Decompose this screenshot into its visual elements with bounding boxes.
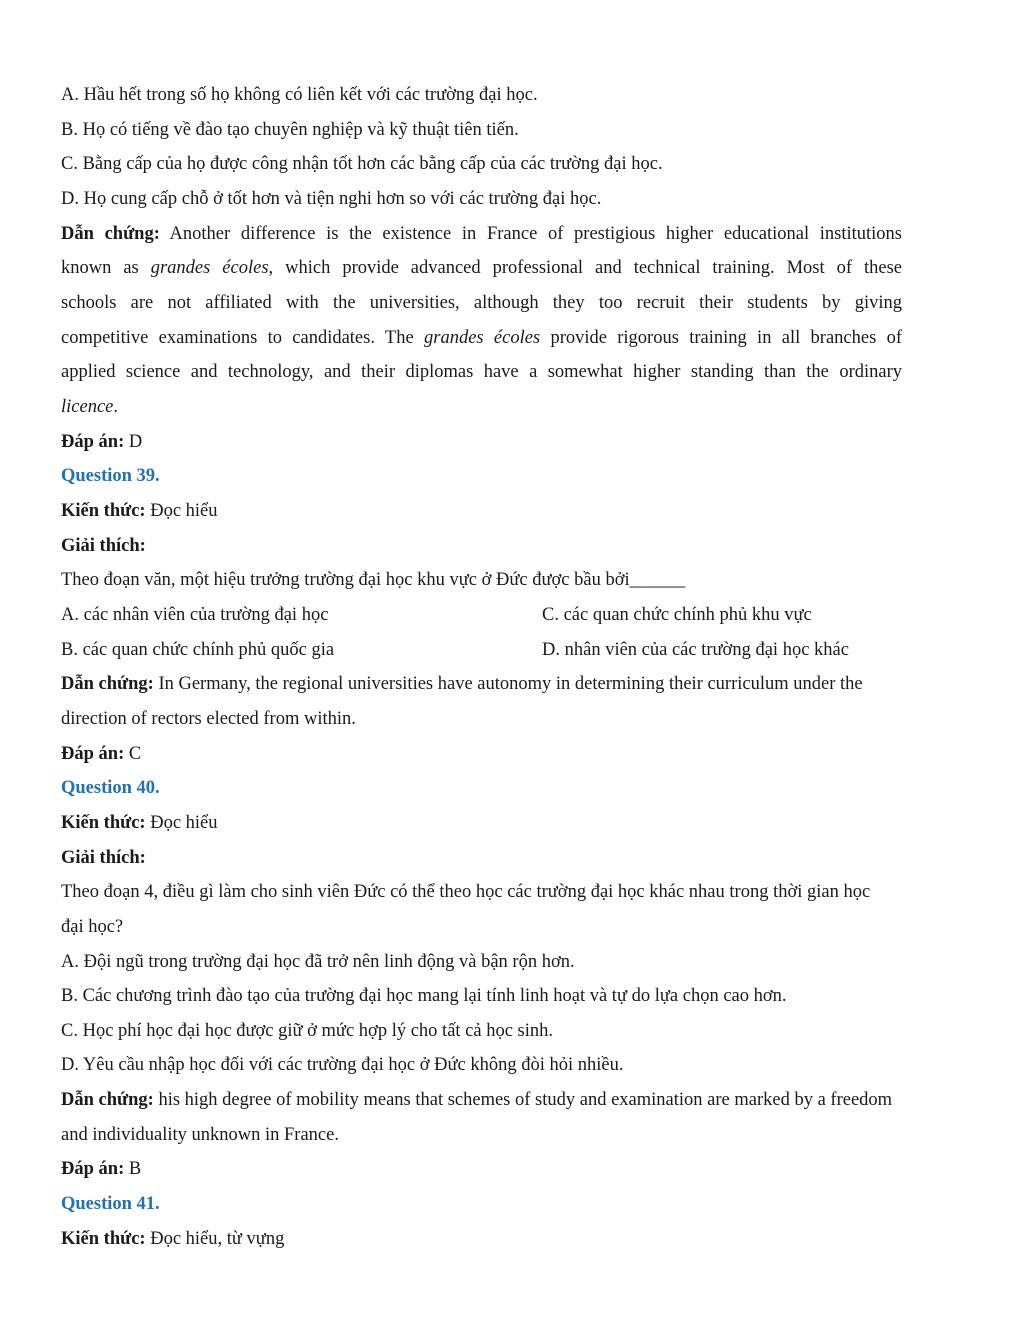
- answer-label: Đáp án:: [61, 432, 125, 452]
- evidence-label: Dẫn chứng:: [61, 674, 154, 694]
- q38-option-a: A. Hầu hết trong số họ không có liên kết với các trường đại học.: [61, 85, 538, 105]
- answer-value: B: [128, 1159, 142, 1179]
- q38-evidence-line-4: [61, 326, 902, 350]
- evidence-text: known as: [61, 258, 151, 278]
- q40-answer: [61, 1157, 141, 1181]
- evidence-text: , which provide advanced professional and technical training. Most of these: [268, 258, 902, 278]
- q38-option-c: C. Bằng cấp của họ được công nhận tốt hơn các bằng cấp của các trường đại học.: [61, 154, 663, 174]
- knowledge-value: Đọc hiểu, từ vựng: [150, 1229, 285, 1249]
- knowledge-label: Kiến thức:: [61, 1229, 146, 1249]
- q39-option-c: C. các quan chức chính phủ khu vực: [542, 605, 812, 625]
- q39-evidence-line-2: direction of rectors elected from within.: [61, 709, 356, 729]
- answer-value: C: [128, 744, 142, 764]
- answer-value: D: [128, 432, 143, 452]
- answer-label: Đáp án:: [61, 744, 125, 764]
- question-41-heading: Question 41.: [61, 1194, 160, 1214]
- evidence-text: Another difference is the existence in France of prestigious higher educational institutions: [169, 224, 903, 244]
- q40-question-line-1: Theo đoạn 4, điều gì làm cho sinh viên Đức có thể theo học các trường đại học khác nhau trong thời gian học: [61, 882, 871, 902]
- q38-evidence-line-6: [61, 395, 118, 419]
- evidence-italic-term: licence: [61, 397, 114, 417]
- evidence-label: Dẫn chứng:: [61, 1090, 154, 1110]
- q38-option-d: D. Họ cung cấp chỗ ở tốt hơn và tiện nghi hơn so với các trường đại học.: [61, 189, 602, 209]
- q39-knowledge: [61, 499, 218, 523]
- q38-evidence-line-5: applied science and technology, and their diplomas have a somewhat higher standing than the ordinary: [61, 362, 902, 382]
- evidence-italic-term: grandes écoles: [424, 328, 541, 348]
- knowledge-value: Đọc hiểu: [150, 501, 218, 521]
- evidence-label: Dẫn chứng:: [61, 224, 160, 244]
- q40-explain-label: Giải thích:: [61, 848, 146, 868]
- q39-question: Theo đoạn văn, một hiệu trưởng trường đại học khu vực ở Đức được bầu bởi______: [61, 570, 686, 590]
- question-39-heading: Question 39.: [61, 466, 160, 486]
- q40-knowledge: [61, 811, 218, 835]
- q39-option-b: B. các quan chức chính phủ quốc gia: [61, 640, 335, 660]
- q40-option-d: D. Yêu cầu nhập học đối với các trường đại học ở Đức không đòi hỏi nhiều.: [61, 1055, 624, 1075]
- evidence-text: competitive examinations to candidates. The: [61, 328, 424, 348]
- evidence-italic-term: grandes écoles: [150, 258, 269, 278]
- q40-option-a: A. Đội ngũ trong trường đại học đã trở nên linh động và bận rộn hơn.: [61, 952, 575, 972]
- evidence-text: his high degree of mobility means that schemes of study and examination are marked by a freedom: [158, 1090, 893, 1110]
- q39-evidence-line-1: [61, 672, 863, 696]
- q40-option-b: B. Các chương trình đào tạo của trường đại học mang lại tính linh hoạt và tự do lựa chọn cao hơn.: [61, 986, 787, 1006]
- q39-explain-label: Giải thích:: [61, 536, 146, 556]
- q38-answer: [61, 430, 142, 454]
- q40-option-c: C. Học phí học đại học được giữ ở mức hợp lý cho tất cả học sinh.: [61, 1021, 554, 1041]
- q39-option-d: D. nhân viên của các trường đại học khác: [542, 640, 849, 660]
- q38-evidence-line-2: [61, 256, 902, 280]
- q39-option-a: A. các nhân viên của trường đại học: [61, 605, 329, 625]
- q38-evidence-line-3: schools are not affiliated with the universities, although they too recruit their students by giving: [61, 293, 902, 313]
- knowledge-label: Kiến thức:: [61, 813, 146, 833]
- evidence-text: provide rigorous training in all branches of: [540, 328, 902, 348]
- evidence-text: .: [113, 397, 118, 417]
- answer-label: Đáp án:: [61, 1159, 125, 1179]
- q41-knowledge: [61, 1227, 284, 1251]
- q40-evidence-line-2: and individuality unknown in France.: [61, 1125, 339, 1145]
- q40-question-line-2: đại học?: [61, 917, 124, 937]
- knowledge-label: Kiến thức:: [61, 501, 146, 521]
- q40-evidence-line-1: [61, 1088, 892, 1112]
- question-40-heading: Question 40.: [61, 778, 160, 798]
- knowledge-value: Đọc hiểu: [150, 813, 218, 833]
- q39-answer: [61, 742, 141, 766]
- q38-evidence-line-1: [61, 222, 902, 246]
- evidence-text: In Germany, the regional universities have autonomy in determining their curriculum under the: [158, 674, 863, 694]
- q38-option-b: B. Họ có tiếng về đào tạo chuyên nghiệp và kỹ thuật tiên tiến.: [61, 120, 519, 140]
